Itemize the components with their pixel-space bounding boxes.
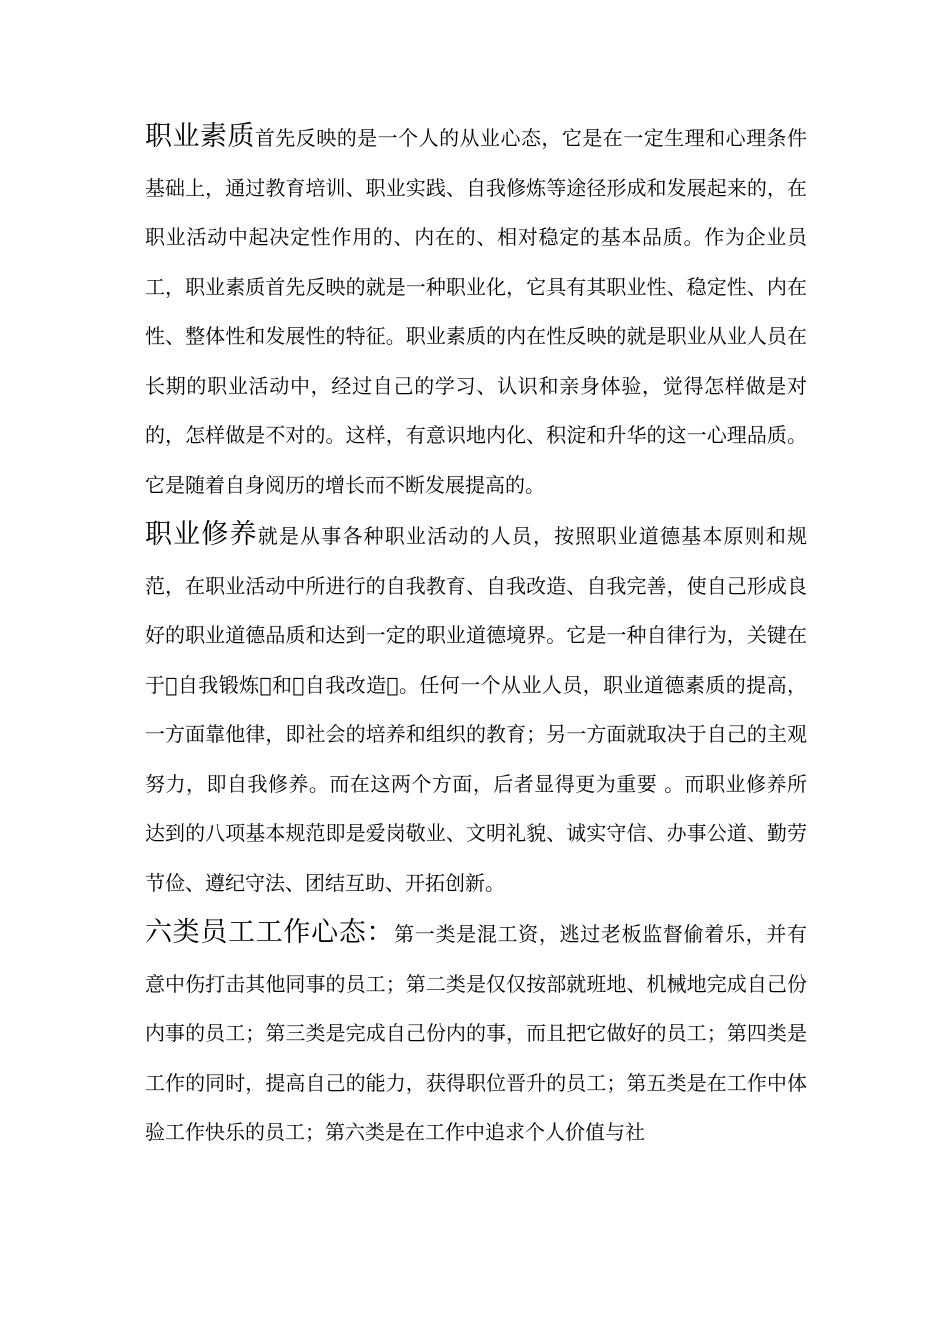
paragraph-body: 第一类是混工资，逃过老板监督偷着乐，并有意中伤打击其他同事的员工；第二类是仅仅按部就班地、机械地完成自己份内事的员工；第三类是完成自己份内的事，而且把它做好的员工；第四类是工作的同时，提高自己的能力，获得职位晋升的员工；第五类是在工作中体验工作快乐的员工；第六类是在工作中追求个人价值与社: [145, 922, 808, 1144]
paragraph-body: 首先反映的是一个人的从业心态，它是在一定生理和心理条件基础上，通过教育培训、职业实践、自我修炼等途径形成和发展起来的，在职业活动中起决定性作用的、内在的、相对稳定的基本品质。作为企业员工，职业素质首先反映的就是一种职业化，它具有其职业性、稳定性、内在性、整体性和发展性的特征。职业素质的内在性反映的就是职业从业人员在长期的职业活动中，经过自己的学习、认识和亲身体验，觉得怎样做是对的，怎样做是不对的。这样，有意识地内化、积淀和升华的这一心理品质。它是随着自身阅历的增长而不断发展提高的。: [145, 126, 808, 497]
paragraph-body: 就是从事各种职业活动的人员，按照职业道德基本原则和规范，在职业活动中所进行的自我教育、自我改造、自我完善，使自己形成良好的职业道德品质和达到一定的职业道德境界。它是一种自律行为，关键在于 自我锻炼 和 自我改造 。任何一个从业人员，职业道德素质的提高，一方面靠他律，即社会的培养和组织的教育；另一方面就取决于自己的主观努力，即自我修养。而在这两个方面，后者显得更为重要 。而职业修养所达到的八项基本规范即是爱岗敬业、文明礼貌、诚实守信、办事公道、勤劳节俭、遵纪守法、团结互助、开拓创新。: [145, 524, 808, 895]
paragraph-professional-cultivation: [145, 510, 807, 908]
document-page: [145, 112, 807, 1158]
term-six-work-attitudes: 六类员工工作心态：: [145, 917, 395, 948]
paragraph-six-work-attitudes: [145, 908, 807, 1158]
paragraph-professional-quality: [145, 112, 807, 510]
term-professional-quality: 职业素质: [145, 121, 255, 152]
term-professional-cultivation: 职业修养: [145, 519, 258, 550]
